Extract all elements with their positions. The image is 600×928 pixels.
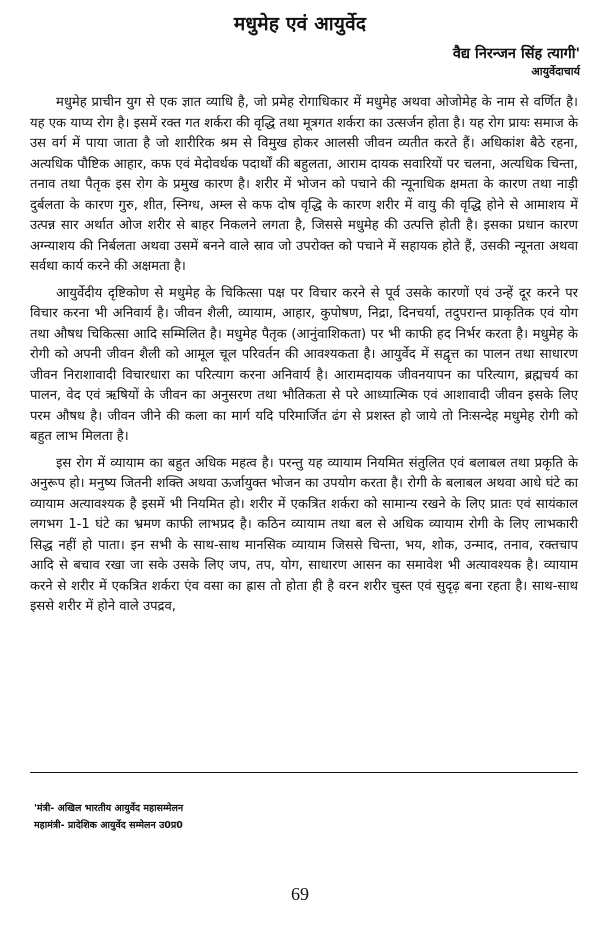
author-name: वैद्य निरन्जन सिंह त्यागी'	[452, 46, 580, 62]
page-number: 69	[291, 884, 309, 904]
article-title: मधुमेह एवं आयुर्वेद	[233, 13, 367, 35]
paragraph-3: इस रोग में व्यायाम का बहुत अधिक महत्व है। परन्तु यह व्यायाम नियमित संतुलित एवं बलाबल तथा प्रकृति के अनुरूप हो। मनुष्य जितनी शक्ति अथवा ऊर्जायुक्त भोजन का उपयोग करता है। रोगी के बलाबल अथवा आधे घंटे का व्यायाम अत्यावश्यक है इसमें भी नियमित हो। शरीर में एकत्रित शर्करा को सामान्य रखने के लिए प्रातः एवं सायंकाल लगभग 1-1 घंटे का भ्रमण काफी लाभप्रद है। कठिन व्यायाम तथा बल से अधिक व्यायाम रोगी के लिए लाभकारी सिद्ध नहीं हो पाता। इन सभी के साथ-साथ मानसिक व्यायाम जिससे चिन्ता, भय, शोक, उन्माद, तनाव, रक्तचाप आदि से बचाव रखा जा सके उसके लिए जप, तप, योग, साधारण आसन का समावेश भी अत्यावश्यक है। व्यायाम करने से शरीर में एकत्रित शर्करा एंव वसा का ह्रास तो होता ही है वरन शरीर चुस्त एवं सुदृढ़ बना रहता है। साथ-साथ इससे शरीर में होने वाले उपद्रव,	[30, 455, 578, 614]
author-role: आयुर्वेदाचार्य	[531, 65, 580, 78]
article-body	[30, 93, 578, 624]
paragraph-2: आयुर्वेदीय दृष्टिकोण से मधुमेह के चिकित्सा पक्ष पर विचार करने से पूर्व उसके कारणों एवं उन्हें दूर करने पर विचार करना भी अनिवार्य है। जीवन शैली, व्यायाम, आहार, कुपोषण, निद्रा, दिनचर्या, तदुपरान्त प्राकृतिक एवं योग तथा औषध चिकित्सा आदि सम्मिलित है। मधुमेह पैतृक (आनुंवाशिकता) पर भी काफी हद निर्भर करता है। मधुमेह के रोगी को अपनी जीवन शैली को आमूल चूल परिवर्तन की आवश्यकता है। आयुर्वेद में सद्वृत्त का पालन तथा साधारण जीवन निराशावादी विचारधारा का परित्याग करना अनिवार्य है। आरामदायक जीवनयापन का परित्याग, ब्रह्मचर्य का पालन, वेद एवं ऋषियों के जीवन का अनुसरण तथा भौतिकता से परे आध्यात्मिक एवं आशावादी जीवन इसके लिए परम औषध है। जीवन जीने की कला का मार्ग यदि परिमार्जित ढंग से प्रशस्त हो जाये तो निःसन्देह मधुमेह रोगी को बहुत लाभ मिलता है।	[30, 285, 578, 444]
footnotes	[34, 800, 183, 834]
footnote-1: 'मंत्री- अखिल भारतीय आयुर्वेद महासम्मेलन	[34, 803, 184, 814]
footnote-divider	[30, 772, 578, 773]
paragraph-1: मधुमेह प्राचीन युग से एक ज्ञात व्याधि है, जो प्रमेह रोगाधिकार में मधुमेह अथवा ओजोमेह के नाम से वर्णित है। यह एक याप्य रोग है। इसमें रक्त गत शर्करा की वृद्धि तथा मूत्रगत शर्करा का उत्सर्जन होता है। यह रोग प्रायः समाज के उस वर्ग में पाया जाता है जो शारीरिक श्रम से विमुख होकर आलसी जीवन व्यतीत करते हैं। अधिकांश बैठे रहना, अत्यधिक पौष्टिक आहार, कफ एवं मेदोवर्धक पदार्थों की बहुलता, आराम दायक सवारियों पर चलना, अत्यधिक चिन्ता, तनाव तथा पैतृक इस रोग के प्रमुख कारण है। शरीर में भोजन को पचाने की न्यूनाधिक क्षमता के कारण तथा नाड़ी दुर्बलता के कारण गुरु, शीत, स्निग्ध, अम्ल से कफ दोष वृद्धि के कारण शरीर में वायु की वृद्धि होने से आमाशय में उत्पन्न सार अर्थात ओज शरीर से बाहर निकलने लगता है, जिससे मधुमेह की उत्पत्ति होती है। इसका प्रधान कारण अग्न्याशय की निर्बलता अथवा उसमें बनने वाले स्राव जो उपरोक्त को पचाने में सहायक होते हैं, उसकी न्यूनता अथवा सर्वथा कार्य करने की अक्षमता है।	[30, 95, 578, 274]
footnote-2: महामंत्री- प्रादेशिक आयुर्वेद सम्मेलन उ0प्र0	[34, 820, 183, 831]
